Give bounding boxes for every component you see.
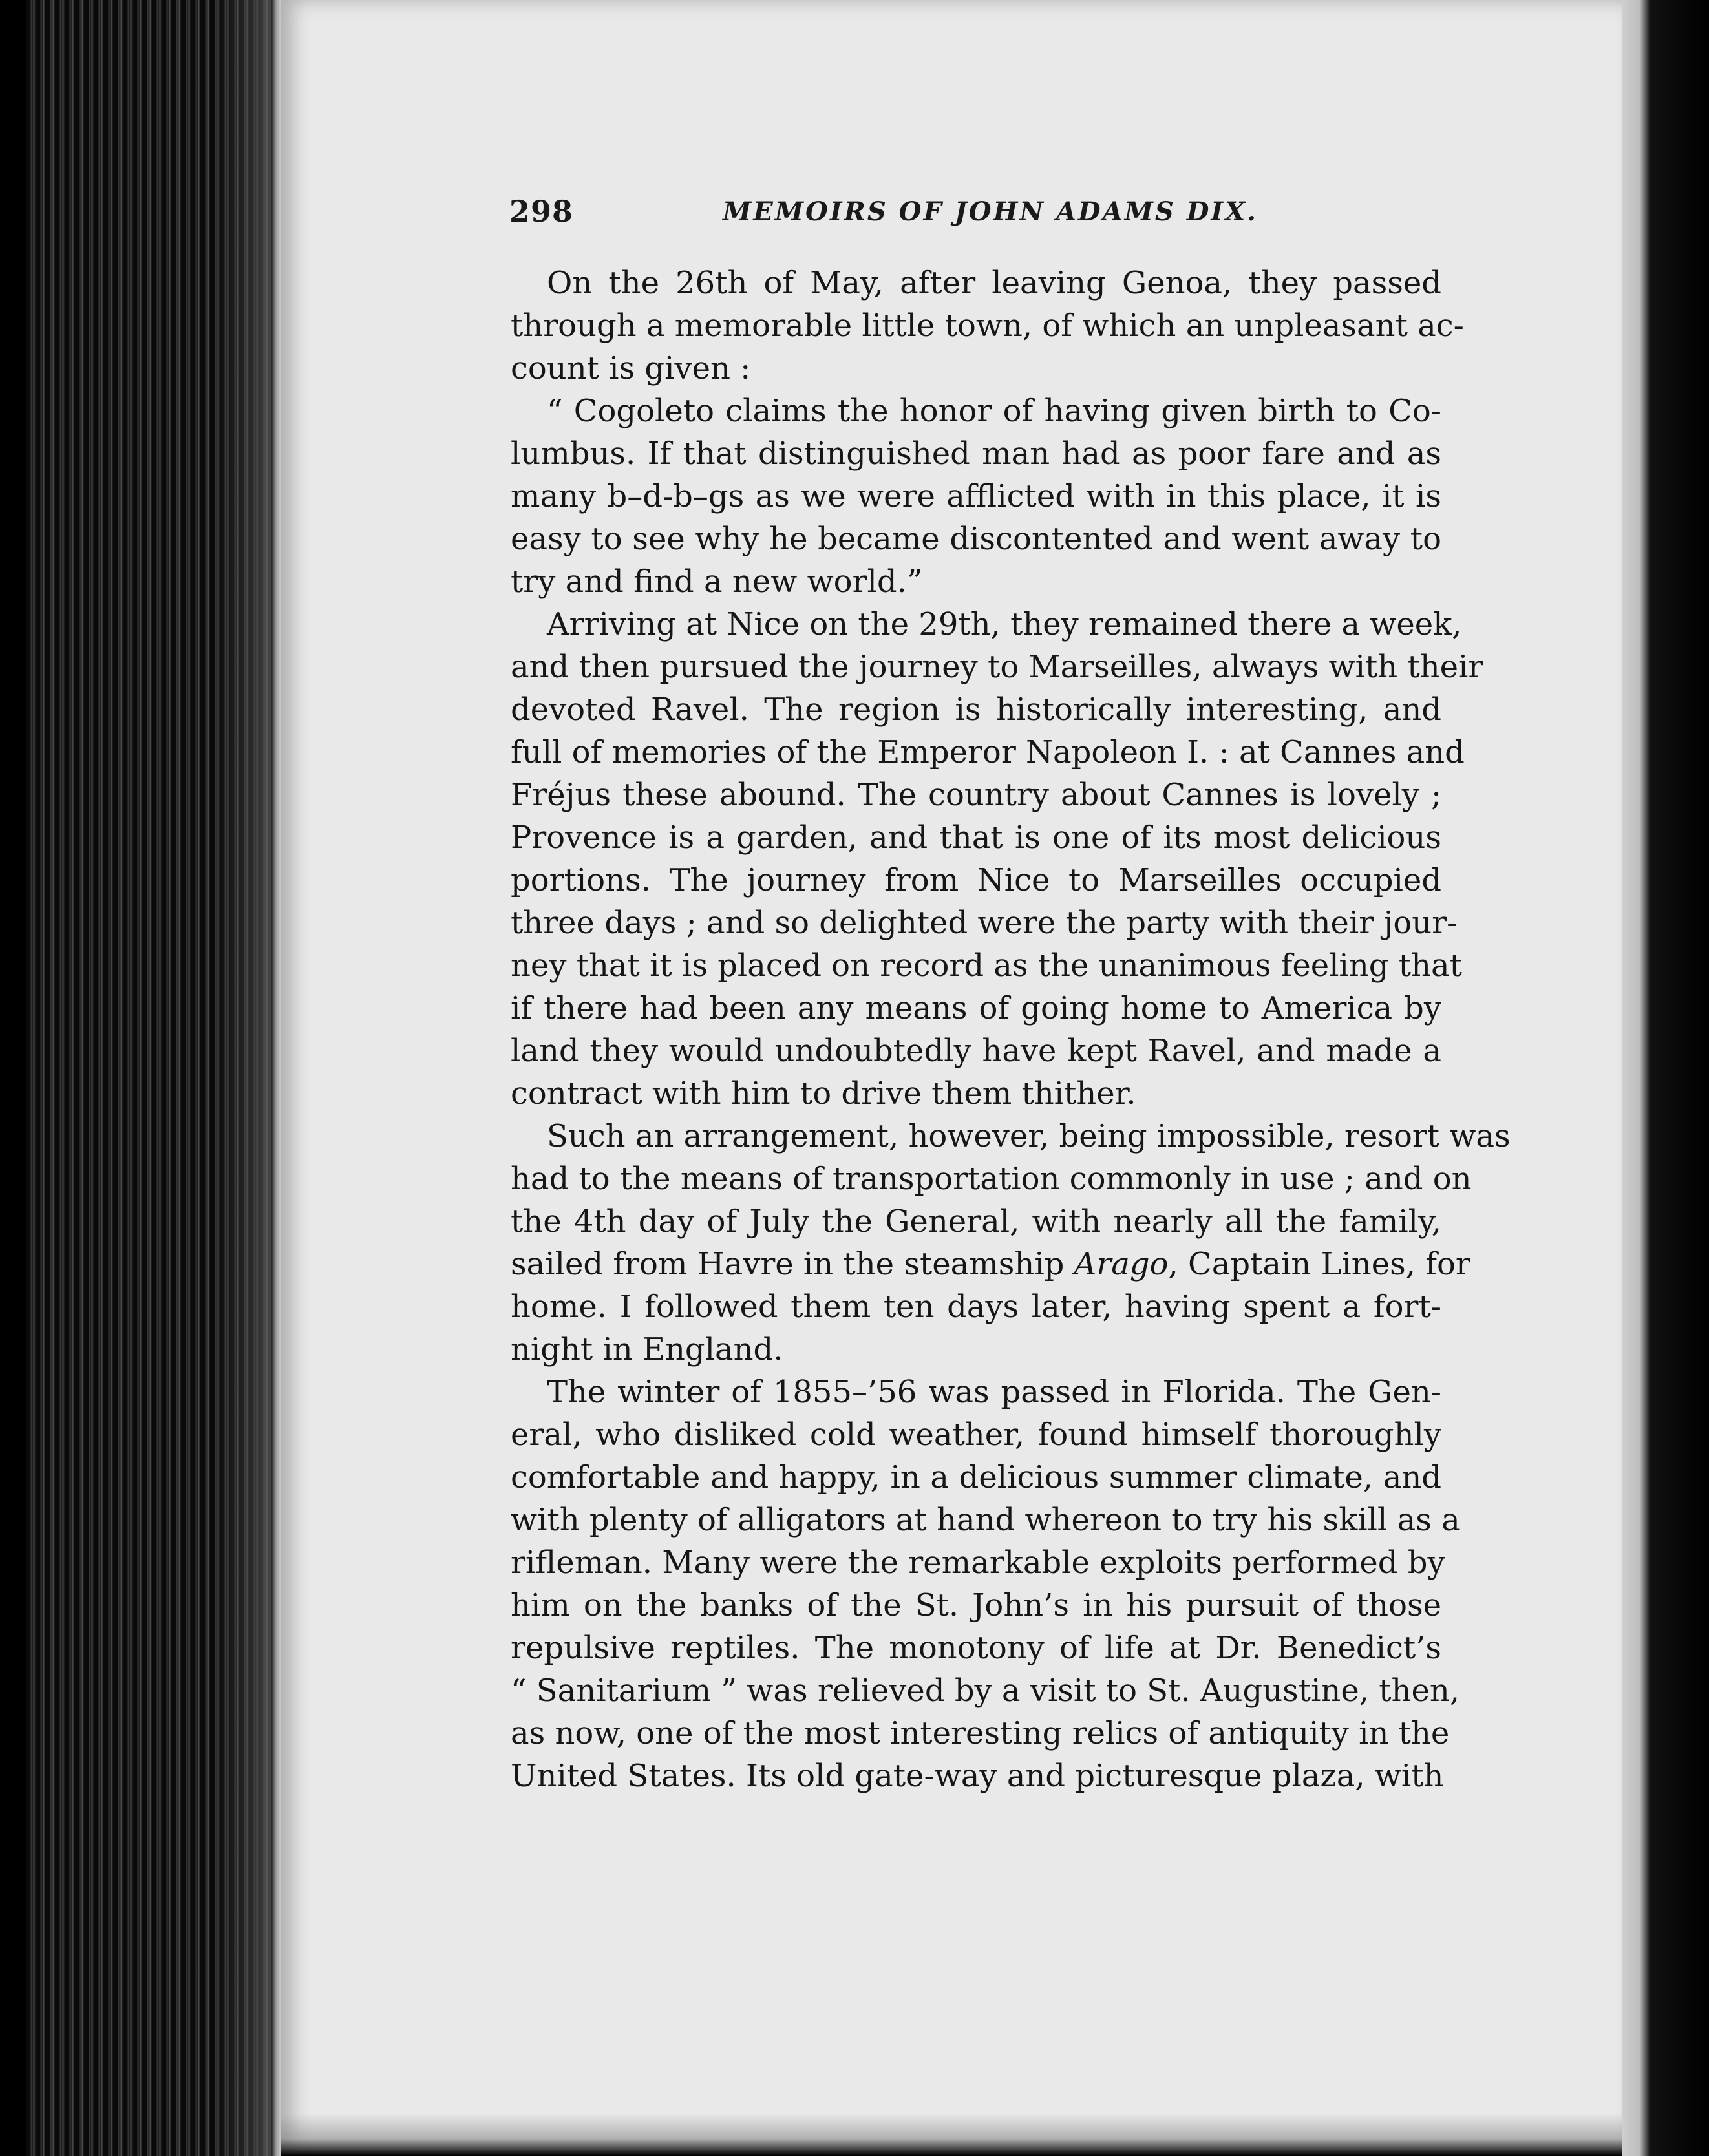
body-text: [511, 262, 1511, 1797]
book-right-edge: [1622, 0, 1709, 2156]
paragraph: [511, 1115, 1511, 1371]
page-number: 298: [509, 194, 574, 229]
text-line: eral, who disliked cold weather, found himself thoroughly: [511, 1417, 1441, 1453]
text-line: “ Sanitarium ” was relieved by a visit to St. Augustine, then,: [511, 1673, 1460, 1709]
text-line: United States. Its old gate-way and picturesque plaza, with: [511, 1758, 1444, 1794]
text-line: and then pursued the journey to Marseilles, always with their: [511, 649, 1483, 685]
text-line: try and find a new world.”: [511, 564, 923, 600]
text-line: lumbus. If that distinguished man had as poor fare and as: [511, 436, 1441, 472]
paragraph: [511, 262, 1464, 390]
quotation-paragraph: [511, 390, 1441, 603]
text-line: On the 26th of May, after leaving Genoa, they passed: [547, 265, 1441, 301]
text-line: Such an arrangement, however, being impossible, resort was: [547, 1118, 1511, 1154]
text-line: Fréjus these abound. The country about Cannes is lovely ;: [511, 777, 1441, 813]
text-line: home. I followed them ten days later, having spent a fort-: [511, 1289, 1441, 1325]
book-gutter: [271, 0, 281, 2156]
text-line: repulsive reptiles. The monotony of life at Dr. Benedict’s: [511, 1630, 1441, 1666]
text-line: as now, one of the most interesting relics of antiquity in the: [511, 1715, 1450, 1751]
text-line: devoted Ravel. The region is historically interesting, and: [511, 692, 1441, 728]
text-run: , Captain Lines, for: [1168, 1246, 1470, 1282]
text-line: Arriving at Nice on the 29th, they remained there a week,: [547, 606, 1462, 642]
text-line: through a memorable little town, of which an unpleasant ac-: [511, 308, 1464, 344]
running-title: MEMOIRS OF JOHN ADAMS DIX.: [723, 196, 1258, 227]
text-line: the 4th day of July the General, with nearly all the family,: [511, 1203, 1441, 1240]
paragraph: [511, 1371, 1460, 1797]
text-line: count is given :: [511, 350, 751, 386]
paragraph: [511, 603, 1483, 1115]
text-run: sailed from Havre in the steamship: [511, 1246, 1074, 1282]
text-line: night in England.: [511, 1331, 783, 1368]
text-line: “ Cogoleto claims the honor of having given birth to Co-: [547, 393, 1441, 429]
text-line: had to the means of transportation commonly in use ; and on: [511, 1161, 1472, 1197]
text-line: land they would undoubtedly have kept Ravel, and made a: [511, 1033, 1441, 1069]
book-bottom-edge: [281, 2113, 1622, 2156]
running-head: [509, 194, 1440, 239]
text-line: with plenty of alligators at hand whereon to try his skill as a: [511, 1502, 1460, 1538]
ship-name: Arago: [1074, 1246, 1169, 1282]
text-line: rifleman. Many were the remarkable exploits performed by: [511, 1545, 1445, 1581]
text-line: many b–d-b–gs as we were afflicted with in this place, it is: [511, 478, 1441, 514]
text-line: three days ; and so delighted were the party with their jour-: [511, 905, 1458, 941]
text-line: The winter of 1855–’56 was passed in Florida. The Gen-: [547, 1374, 1441, 1410]
text-line: him on the banks of the St. John’s in his pursuit of those: [511, 1587, 1441, 1623]
text-line: Provence is a garden, and that is one of its most delicious: [511, 819, 1441, 856]
text-line: [511, 1243, 1470, 1285]
text-line: full of memories of the Emperor Napoleon I. : at Cannes and: [511, 734, 1465, 770]
text-line: ney that it is placed on record as the unanimous feeling that: [511, 947, 1462, 984]
text-line: if there had been any means of going home to America by: [511, 990, 1441, 1026]
text-line: contract with him to drive them thither.: [511, 1075, 1136, 1112]
text-line: comfortable and happy, in a delicious summer climate, and: [511, 1459, 1441, 1495]
text-line: easy to see why he became discontented and went away to: [511, 521, 1441, 557]
text-line: portions. The journey from Nice to Marseilles occupied: [511, 862, 1441, 898]
